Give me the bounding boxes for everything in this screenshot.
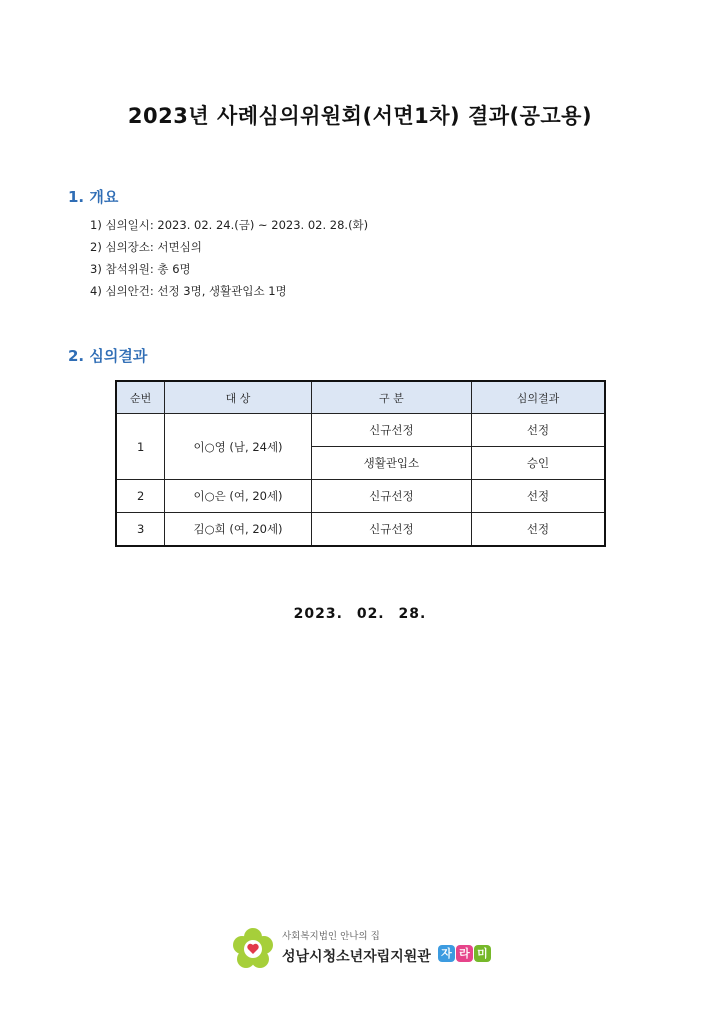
cell-result: 승인 [472,447,605,480]
org-name: 성남시청소년자립지원관 [282,949,431,965]
overview-item-members: 3) 참석위원: 총 6명 [90,262,191,276]
cell-target: 이○은 (여, 20세) [165,480,311,513]
overview-item-place: 2) 심의장소: 서면심의 [90,240,202,254]
table-row [116,513,605,547]
cell-no: 1 [116,414,165,480]
section-result-heading: 2. 심의결과 [68,347,148,365]
cell-target: 이○영 (남, 24세) [165,414,311,480]
overview-item-agenda: 4) 심의안건: 선정 3명, 생활관입소 1명 [90,284,287,298]
overview-list [90,214,368,302]
header-result: 심의결과 [472,381,605,414]
brand-char: 미 [474,945,491,962]
document-title: 2023년 사례심의위원회(서면1차) 결과(공고용) [127,104,593,128]
brand-char: 자 [438,945,455,962]
cell-type: 신규선정 [311,414,471,447]
cell-type: 신규선정 [311,480,471,513]
cell-no: 3 [116,513,165,547]
cell-type: 신규선정 [311,513,471,547]
cell-result: 선정 [472,414,605,447]
cell-no: 2 [116,480,165,513]
section-overview-heading: 1. 개요 [68,188,119,206]
brand-char: 라 [456,945,473,962]
footer-org [230,926,500,972]
cell-target: 김○희 (여, 20세) [165,513,311,547]
overview-item-date: 1) 심의일시: 2023. 02. 24.(금) ~ 2023. 02. 28.(화) [90,218,369,232]
cell-result: 선정 [472,513,605,547]
flower-heart-logo-icon [230,926,276,972]
table-row [116,480,605,513]
header-no: 순번 [116,381,165,414]
table-row [116,414,605,447]
document-date: 2023. 02. 28. [293,606,427,622]
brand-logo [438,942,492,962]
header-type: 구 분 [311,381,471,414]
result-table [115,380,606,547]
cell-type: 생활관입소 [311,447,471,480]
table-header-row [116,381,605,414]
org-parent-name: 사회복지법인 안나의 집 [282,931,380,942]
cell-result: 선정 [472,480,605,513]
header-target: 대 상 [165,381,311,414]
